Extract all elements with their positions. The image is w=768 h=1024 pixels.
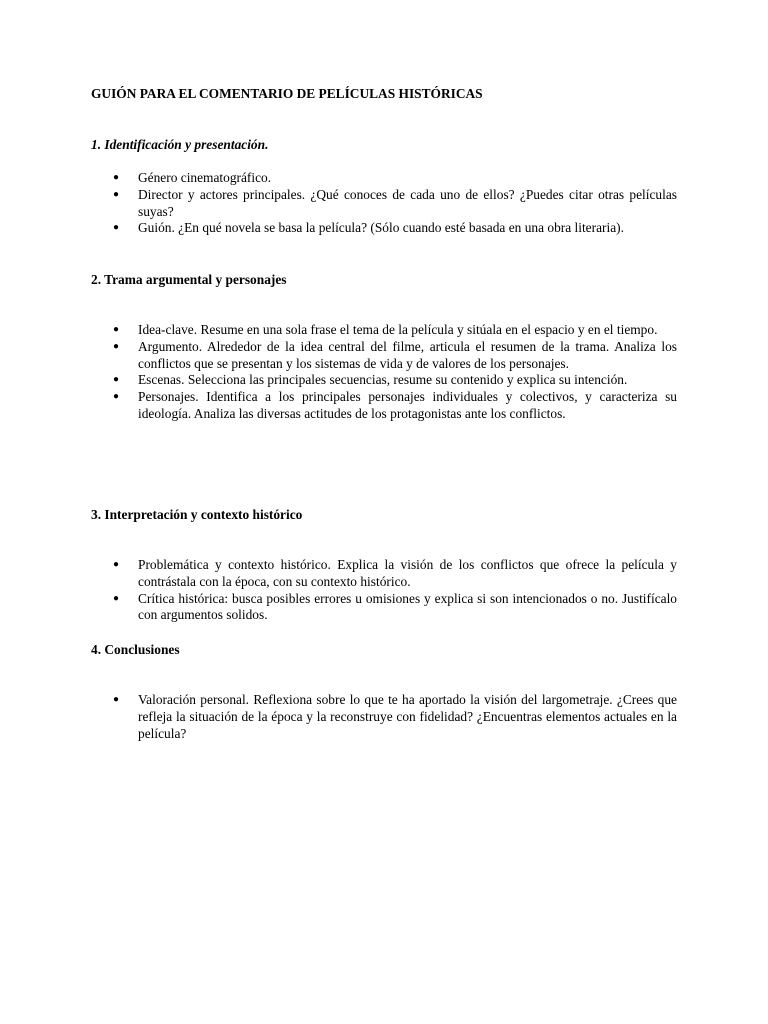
list-item-text: Argumento. Alrededor de la idea central del filme, articula el resumen de la trama. Analiza los conflictos que se presentan y los sistemas de vida y de valores de los personajes. — [138, 338, 677, 371]
list-item — [91, 170, 677, 187]
list-item-text: Género cinematográfico. — [138, 170, 272, 185]
bullet-icon: ● — [113, 374, 120, 386]
list-item — [91, 220, 677, 237]
section-heading-identificacion: 1. Identificación y presentación. — [91, 137, 269, 152]
list-item — [91, 557, 677, 591]
bullet-icon: ● — [113, 592, 120, 604]
bullet-icon: ● — [113, 324, 120, 335]
list-item-text: Escenas. Selecciona las principales secuencias, resume su contenido y explica su intención. — [138, 372, 628, 388]
section-heading-interpretacion: 3. Interpretación y contexto histórico — [91, 507, 303, 522]
list-item — [91, 591, 677, 625]
list-item — [91, 372, 677, 389]
list-item — [91, 692, 677, 742]
bullet-icon: ● — [113, 340, 120, 352]
section-list-interpretacion — [91, 557, 677, 624]
list-item-text: Personajes. Identifica a los principales personajes individuales y colectivos, y caracteriza su ideología. Analiza las diversas actitudes de los protagonistas ante los conflictos. — [138, 389, 677, 421]
document-title: GUIÓN PARA EL COMENTARIO DE PELÍCULAS HISTÓRICAS — [91, 86, 483, 101]
bullet-icon: ● — [113, 391, 120, 403]
section-heading-trama: 2. Trama argumental y personajes — [91, 272, 287, 287]
bullet-icon: ● — [113, 559, 120, 570]
list-item-text: Problemática y contexto histórico. Explica la visión de los conflictos que ofrece la película y contrástala con la época, con su contexto histórico. — [138, 557, 677, 589]
list-item-text: Director y actores principales. ¿Qué conoces de cada uno de ellos? ¿Puedes citar otras películas suyas? — [138, 186, 677, 219]
section-list-trama — [91, 322, 677, 423]
section-list-conclusiones — [91, 692, 677, 742]
list-item — [91, 187, 677, 221]
bullet-icon: ● — [113, 172, 120, 183]
list-item — [91, 339, 677, 373]
bullet-icon: ● — [113, 188, 120, 200]
list-item-text: Idea-clave. Resume en una sola frase el tema de la película y sitúala en el espacio y en el tiempo. — [138, 322, 658, 337]
bullet-icon: ● — [113, 222, 120, 234]
list-item — [91, 322, 677, 339]
list-item — [91, 389, 677, 423]
list-item-text: Guión. ¿En qué novela se basa la película? (Sólo cuando esté basada en una obra literaria). — [138, 220, 624, 236]
section-list-identificacion — [91, 170, 677, 237]
list-item-text: Crítica histórica: busca posibles errores u omisiones y explica si son intencionados o no. Justifícalo con argumentos solidos. — [138, 590, 677, 623]
bullet-icon: ● — [113, 694, 120, 705]
list-item-text: Valoración personal. Reflexiona sobre lo que te ha aportado la visión del largometraje. ¿Crees que refleja la situación de la época y la reconstruye con fidelidad? ¿Encuentras elementos actuales en la película? — [138, 692, 677, 741]
section-heading-conclusiones: 4. Conclusiones — [91, 642, 180, 657]
